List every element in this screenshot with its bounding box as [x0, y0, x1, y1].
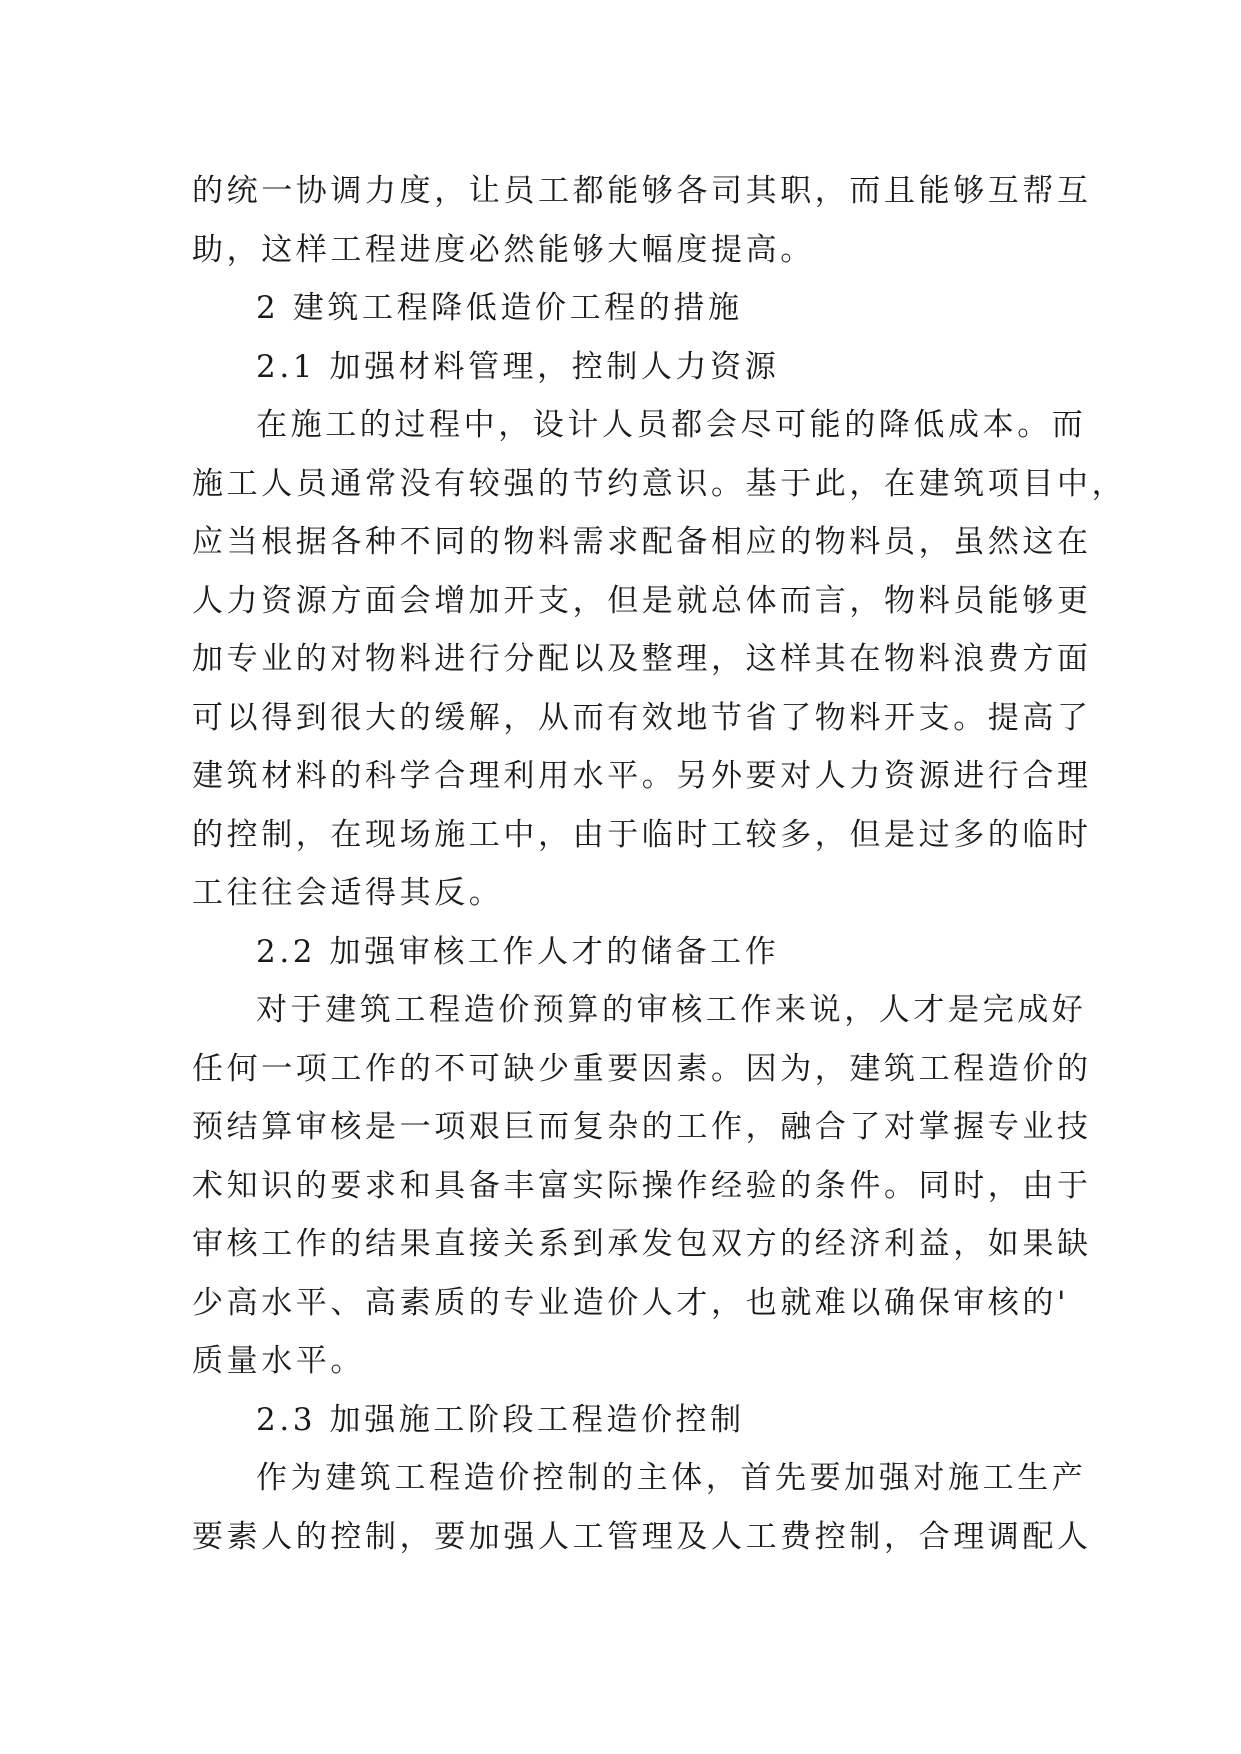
text-line: 应当根据各种不同的物料需求配备相应的物料员，虽然这在	[192, 524, 1092, 560]
text-line: 建筑材料的科学合理利用水平。另外要对人力资源进行合理	[192, 758, 1092, 794]
paragraph-first-line: 在施工的过程中，设计人员都会尽可能的降低成本。而	[256, 407, 1087, 443]
text-line: 预结算审核是一项艰巨而复杂的工作，融合了对掌握专业技	[192, 1109, 1092, 1145]
text-line: 少高水平、高素质的专业造价人才，也就难以确保审核的'	[192, 1284, 1070, 1321]
subsection-heading: 2.1 加强材料管理，控制人力资源	[256, 348, 780, 385]
text-line: 要素人的控制，要加强人工管理及人工费控制，合理调配人	[192, 1518, 1092, 1555]
text-line: 质量水平。	[192, 1343, 365, 1379]
subsection-heading: 2.2 加强审核工作人才的储备工作	[256, 933, 780, 970]
text-line: 助，这样工程进度必然能够大幅度提高。	[192, 231, 815, 268]
text-line: 工往往会适得其反。	[192, 875, 504, 911]
text-line: 的统一协调力度，让员工都能够各司其职，而且能够互帮互	[192, 173, 1092, 209]
text-line: 人力资源方面会增加开支，但是就总体而言，物料员能够更	[192, 582, 1092, 619]
body-text	[192, 162, 1127, 1566]
section-heading: 2 建筑工程降低造价工程的措施	[256, 290, 743, 326]
text-line: 可以得到很大的缓解，从而有效地节省了物料开支。提高了	[192, 699, 1092, 736]
text-line: 施工人员通常没有较强的节约意识。基于此，在建筑项目中，	[192, 465, 1127, 502]
text-line: 术知识的要求和具备丰富实际操作经验的条件。同时，由于	[192, 1167, 1092, 1204]
text-line: 的控制，在现场施工中，由于临时工较多，但是过多的临时	[192, 816, 1092, 853]
text-line: 加专业的对物料进行分配以及整理，这样其在物料浪费方面	[192, 641, 1092, 677]
text-line: 任何一项工作的不可缺少重要因素。因为，建筑工程造价的	[192, 1050, 1092, 1087]
text-line: 审核工作的结果直接关系到承发包双方的经济利益，如果缺	[192, 1226, 1092, 1262]
paragraph-first-line: 对于建筑工程造价预算的审核工作来说，人才是完成好	[256, 992, 1087, 1028]
subsection-heading: 2.3 加强施工阶段工程造价控制	[256, 1401, 745, 1438]
paragraph-first-line: 作为建筑工程造价控制的主体，首先要加强对施工生产	[256, 1460, 1087, 1496]
